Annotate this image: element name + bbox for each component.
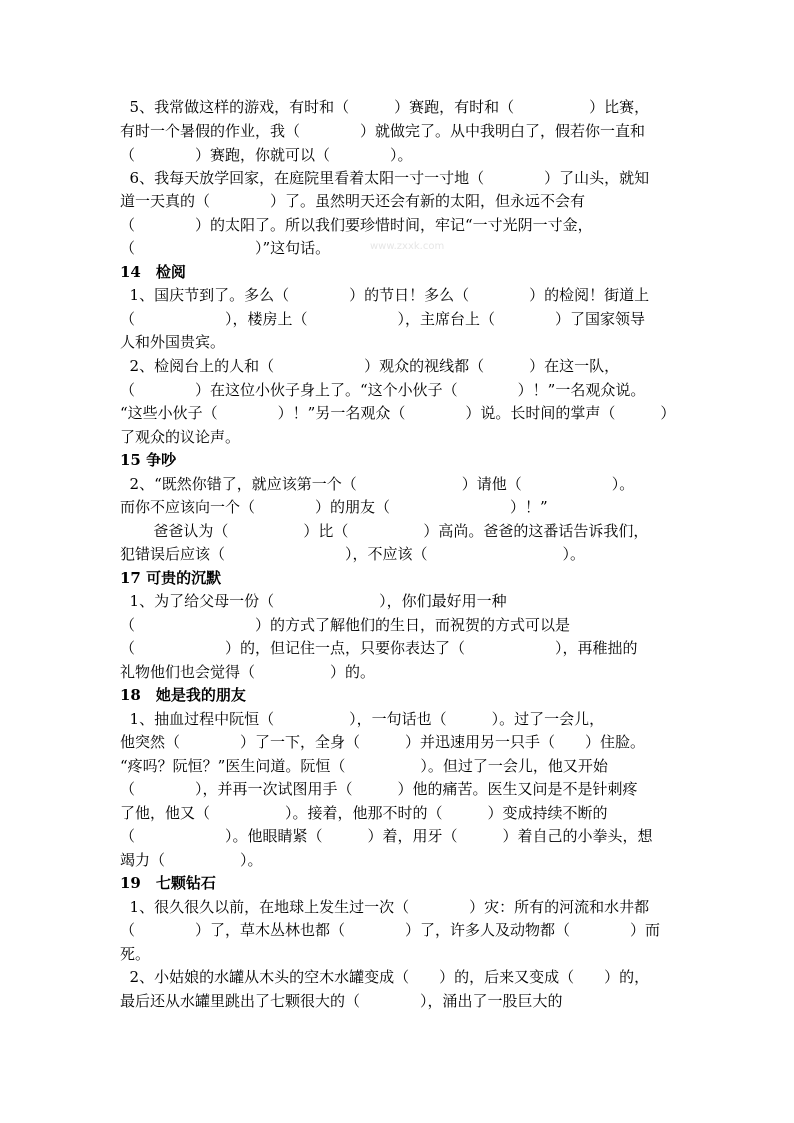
text-line: 2、小姑娘的水罐从木头的空木水罐变成（ ）的，后来又变成（ ）的，	[120, 968, 650, 986]
watermark: www.zxxk.com	[370, 241, 445, 252]
text-line: 爸爸认为（ ）比（ ）高尚。爸爸的这番话告诉我们，	[120, 522, 649, 540]
section-heading: 14 检阅	[120, 263, 186, 281]
text-line: 竭力（ ）。	[120, 851, 263, 869]
text-line: 2、“既然你错了，就应该第一个（ ）请他（ ）。	[120, 475, 635, 493]
text-line: （ ）的太阳了。所以我们要珍惜时间，牢记“一寸光阴一寸金，	[120, 216, 593, 234]
section-heading: 15 争吵	[120, 451, 177, 469]
text-line: 他突然（ ）了一下，全身（ ）并迅速用另一只手（ ）住脸。	[120, 733, 646, 751]
text-line: 人和外国贵宾。	[120, 333, 226, 351]
text-line: 道一天真的（ ）了。虽然明天还会有新的太阳，但永远不会有	[120, 192, 586, 210]
text-line: 而你不应该向一个（ ）的朋友（ ）！”	[120, 498, 548, 516]
text-line: 最后还从水罐里跳出了七颗很大的（ ），涌出了一股巨大的	[120, 992, 563, 1010]
text-line: （ ）的，但记住一点，只要你表达了（ ），再稚拙的	[120, 639, 638, 657]
text-line: （ ）的方式了解他们的生日，而祝贺的方式可以是	[120, 616, 571, 634]
text-line: 2、检阅台上的人和（ ）观众的视线都（ ）在这一队，	[120, 357, 620, 375]
text-line: （ ）。他眼睛紧（ ）着，用牙（ ）着自己的小拳头，想	[120, 827, 653, 845]
section-heading: 19 七颗钻石	[120, 874, 216, 892]
text-line: （ ）在这位小伙子身上了。“这个小伙子（ ）！”一名观众说。	[120, 381, 646, 399]
text-line: 有时一个暑假的作业，我（ ）就做完了。从中我明白了，假若你一直和	[120, 122, 646, 140]
text-line: 1、国庆节到了。多么（ ）的节日！多么（ ）的检阅！街道上	[120, 286, 650, 304]
text-line: “这些小伙子（ ）！”另一名观众（ ）说。长时间的掌声（ ）	[120, 404, 676, 422]
text-line: 了他，他又（ ）。接着，他那不时的（ ）变成持续不断的	[120, 804, 608, 822]
text-line: “疼吗？阮恒？”医生问道。阮恒（ ）。但过了一会儿，他又开始	[120, 757, 608, 775]
text-line: 礼物他们也会觉得（ ）的。	[120, 663, 376, 681]
text-line: 6、我每天放学回家，在庭院里看着太阳一寸一寸地（ ）了山头，就知	[120, 169, 650, 187]
text-line: 了观众的议论声。	[120, 428, 241, 446]
text-line: 死。	[120, 945, 151, 963]
text-line: （ ），并再一次试图用手（ ）他的痛苦。医生又问是不是针刺疼	[120, 780, 638, 798]
text-line: 1、很久很久以前，在地球上发生过一次（ ）灾：所有的河流和水井都	[120, 898, 650, 916]
text-line: 犯错误后应该（ ），不应该（ ）。	[120, 545, 586, 563]
text-line: （ ）”这句话。	[120, 239, 331, 257]
text-line: （ ），楼房上（ ），主席台上（ ）了国家领导	[120, 310, 646, 328]
section-heading: 18 她是我的朋友	[120, 686, 246, 704]
text-line: （ ）了，草木丛林也都（ ）了，许多人及动物都（ ）而	[120, 921, 661, 939]
text-line: 5、我常做这样的游戏，有时和（ ）赛跑，有时和（ ）比赛，	[120, 98, 650, 116]
text-line: 1、抽血过程中阮恒（ ），一句话也（ ）。过了一会儿，	[120, 710, 605, 728]
section-heading: 17 可贵的沉默	[120, 569, 222, 587]
text-line: （ ）赛跑，你就可以（ ）。	[120, 146, 413, 164]
text-line: 1、为了给父母一份（ ），你们最好用一种	[120, 592, 507, 610]
